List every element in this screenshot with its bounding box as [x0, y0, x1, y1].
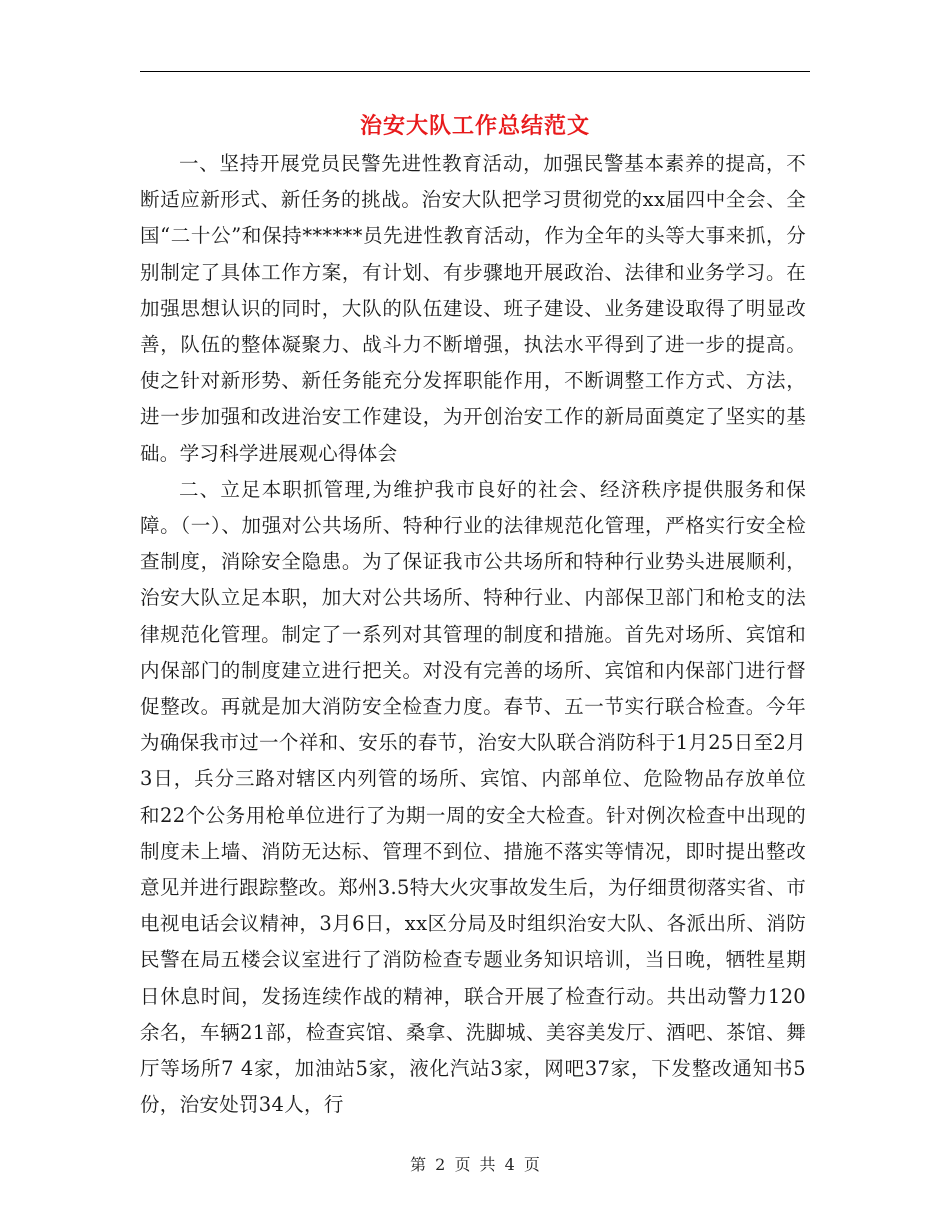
footer-prefix: 第: [410, 1155, 427, 1174]
document-body: [140, 146, 806, 1123]
total-pages-number: 4: [504, 1155, 515, 1174]
header-rule: [140, 71, 810, 72]
footer-suffix: 页: [523, 1155, 540, 1174]
document-title: 治安大队工作总结范文: [359, 113, 590, 139]
footer-mid: 页 共: [454, 1155, 496, 1174]
page-footer: [0, 1153, 950, 1177]
paragraph-1: 一、坚持开展党员民警先进性教育活动，加强民警基本素养的提高，不断适应新形式、新任务的挑战。治安大队把学习贯彻党的xx届四中全会、全国“二十公”和保持******员先进性教育活动，作为全年的头等大事来抓，分别制定了具体工作方案，有计划、有步骤地开展政治、法律和业务学习。在加强思想认识的同时，大队的队伍建设、班子建设、业务建设取得了明显改善，队伍的整体凝聚力、战斗力不断增强，执法水平得到了进一步的提高。使之针对新形势、新任务能充分发挥职能作用，不断调整工作方式、方法，进一步加强和改进治安工作建设，为开创治安工作的新局面奠定了坚实的基础。学习科学进展观心得体会: [140, 152, 806, 465]
paragraph-2: 二、立足本职抓管理,为维护我市良好的社会、经济秩序提供服务和保障。（一）、加强对公共场所、特种行业的法律规范化管理，严格实行安全检查制度，消除安全隐患。为了保证我市公共场所和特种行业势头进展顺利，治安大队立足本职，加大对公共场所、特种行业、内部保卫部门和枪支的法律规范化管理。制定了一系列对其管理的制度和措施。首先对场所、宾馆和内保部门的制度建立进行把关。对没有完善的场所、宾馆和内保部门进行督促整改。再就是加大消防安全检查力度。春节、五一节实行联合检查。今年为确保我市过一个祥和、安乐的春节，治安大队联合消防科于1月25日至2月3日，兵分三路对辖区内列管的场所、宾馆、内部单位、危险物品存放单位和22个公务用枪单位进行了为期一周的安全大检查。针对例次检查中出现的制度未上墙、消防无达标、管理不到位、措施不落实等情况，即时提出整改意见并进行跟踪整改。郑州3.5特大火灾事故发生后，为仔细贯彻落实省、市电视电话会议精神，3月6日，xx区分局及时组织治安大队、各派出所、消防民警在局五楼会议室进行了消防检查专题业务知识培训，当日晚，牺牲星期日休息时间，发扬连续作战的精神，联合开展了检查行动。共出动警力120余名，车辆21部，检查宾馆、桑拿、洗脚城、美容美发厅、酒吧、茶馆、舞厅等场所7 4家，加油站5家，液化汽站3家，网吧37家，下发整改通知书5份，治安处罚34人，行: [140, 477, 806, 1117]
current-page-number: 2: [435, 1155, 446, 1174]
